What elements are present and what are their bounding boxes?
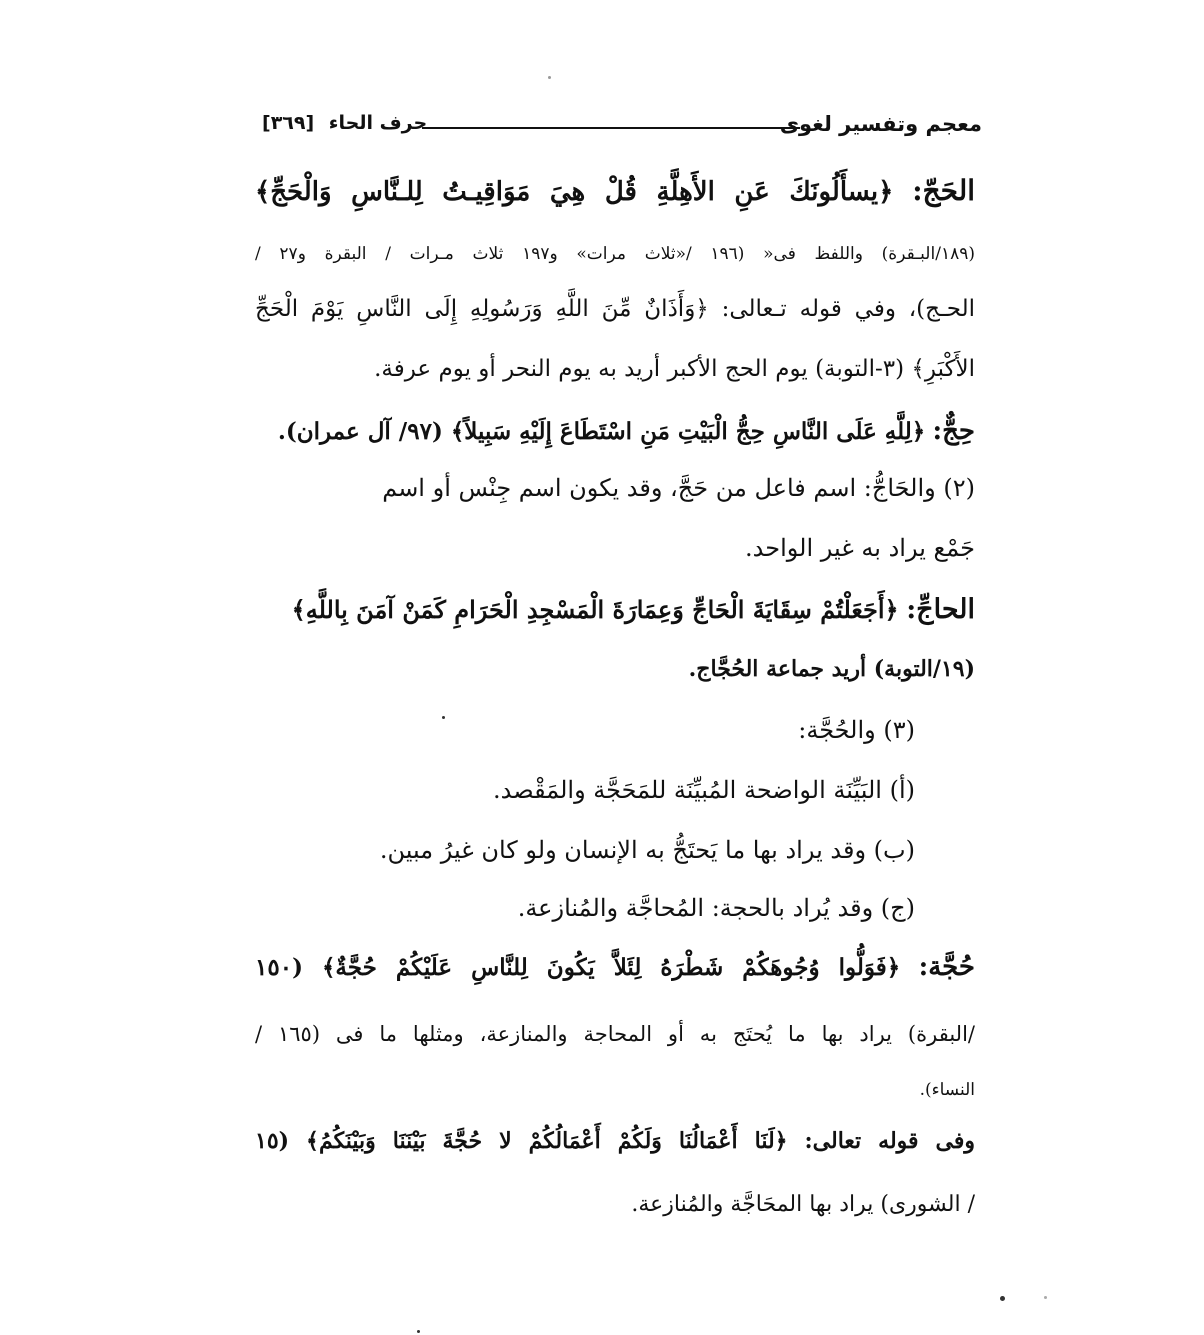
text-line (493, 776, 915, 804)
line-text: الحـج)، وفي قوله تـعالى: ﴿وَأَذَانٌ مِّنَ اللَّهِ وَرَسُولِهِ إِلَى النَّاسِ يَوْمَ الْحَجِّ (255, 296, 975, 322)
scan-speck (1044, 1296, 1047, 1299)
text-line (278, 416, 975, 446)
line-text: (١٨٩/البـقرة) واللفظ فى« (١٩٦ /«ثلاث مرات» و١٩٧ ثلاث مـرات / البقرة و٢٧ / (255, 244, 975, 264)
header-section (262, 112, 427, 134)
line-text: (١٩/التوبة) أريد جماعة الحُجَّاج. (688, 656, 975, 682)
text-line (255, 1128, 975, 1154)
text-line (382, 474, 975, 502)
line-text: وفى قوله تعالى: ﴿لَنَا أَعْمَالُنَا وَلَكُمْ أَعْمَالُكُمْ لا حُجَّةَ بَيْنَنَا وَبَيْنَكُمُ﴾ (١٥ (255, 1128, 975, 1154)
header-rule (422, 127, 800, 129)
section-title: حرف الحاء (328, 112, 428, 134)
text-line (518, 894, 915, 922)
book-title: معجم وتفسير لغوى (779, 112, 982, 136)
text-line (255, 244, 975, 264)
text-line (255, 174, 975, 207)
text-line (631, 1192, 975, 1217)
text-line (689, 656, 975, 682)
entry-head: حِجٌّ: (932, 416, 975, 446)
text-line (374, 356, 975, 382)
entry-head: الحَجّ: (912, 174, 975, 207)
verse: ﴿يسأَلُونَكَ عَنِ الأَهِلَّةِ قُلْ هِيَ مَوَاقِيـتُ لِلـنَّاسِ وَالْحَجِّ﴾ (255, 177, 894, 207)
line-text: (٢) والحَاجُّ: اسم فاعل من حَجَّ، وقد يكون اسم جِنْس أو اسم (382, 474, 975, 502)
text-line (380, 836, 915, 864)
line-text: ﴿أَجَعَلْتُمْ سِقَايَةَ الْحَاجِّ وَعِمَارَةَ الْمَسْجِدِ الْحَرَامِ كَمَنْ آمَنَ بِاللَّهِ﴾ (291, 595, 899, 624)
line-text: ﴿فَوَلُّوا وُجُوهَكُمْ شَطْرَهُ لِئَلاَّ يَكُونَ لِلنَّاسِ عَلَيْكُمْ حُجَّةٌ﴾ (١٥٠ (255, 954, 901, 981)
entry-head: الحاجِّ: (906, 594, 975, 625)
text-line (255, 1022, 975, 1046)
scan-speck (548, 76, 551, 79)
line-text: جَمْع يراد به غير الواحد. (745, 534, 975, 562)
line-text: ﴿لِلَّهِ عَلَى النَّاسِ حِجُّ الْبَيْتِ مَنِ اسْتَطَاعَ إِلَيْهِ سَبِيلاً﴾ (٩٧/ آل عمران). (277, 418, 926, 445)
text-line (255, 296, 975, 322)
line-text: (أ) البَيِّنَة الواضحة المُبيِّنَة للمَحَجَّة والمَقْصد. (493, 776, 915, 804)
line-text: (٣) والحُجَّة: (798, 716, 915, 744)
line-text: الأَكْبَرِ﴾ (٣-التوبة) يوم الحج الأكبر أريد به يوم النحر أو يوم عرفة. (374, 356, 975, 382)
scan-speck (1000, 1296, 1005, 1301)
text-line (920, 1080, 975, 1100)
scan-speck (442, 716, 445, 719)
line-text: (ج) وقد يُراد بالحجة: المُحاجَّة والمُنازعة. (517, 894, 915, 922)
page-header (262, 108, 982, 144)
page-number: [٣٦٩] (262, 112, 315, 134)
line-text: النساء). (919, 1080, 975, 1100)
text-line (798, 716, 915, 744)
text-line (255, 952, 975, 982)
entry-head: حُجَّة: (918, 952, 976, 982)
line-text: /البقرة) يراد بها ما يُحتَج به أو المحاجة والمنازعة، ومثلها ما فى (١٦٥ / (255, 1022, 975, 1046)
line-text: / الشورى) يراد بها المحَاجَّة والمُنازعة. (631, 1192, 975, 1217)
line-text: (ب) وقد يراد بها ما يَحتَجُّ به الإنسان ولو كان غيرُ مبين. (379, 836, 915, 864)
text-line (745, 534, 975, 562)
scan-speck (417, 1330, 420, 1333)
text-line (292, 594, 975, 625)
